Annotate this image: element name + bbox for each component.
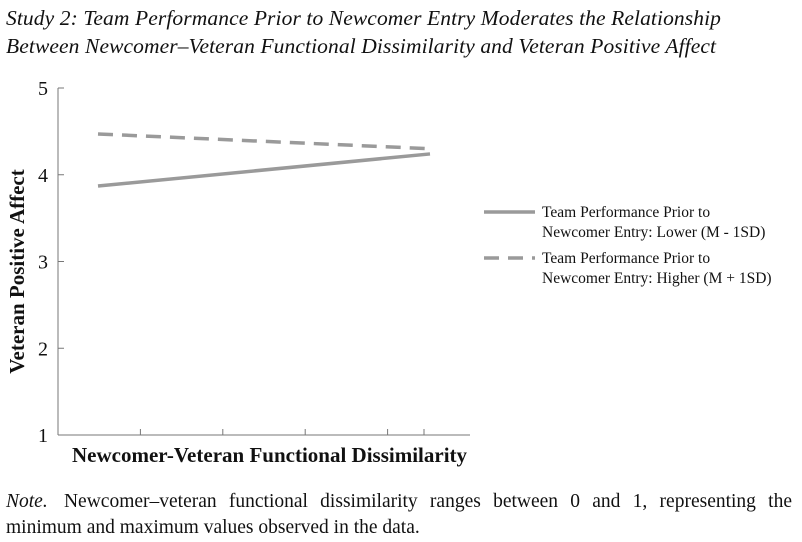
legend-label-higher-line-1: Team Performance Prior to (542, 250, 711, 267)
y-tick-label: 4 (38, 164, 48, 187)
y-tick-label: 3 (38, 251, 48, 274)
y-tick-label: 5 (38, 78, 48, 100)
note-text: Newcomer–veteran functional dissimilarity ranges between 0 and 1, representing the minimum and maximum values observed in the data. (6, 491, 793, 538)
x-axis-label: Newcomer-Veteran Functional Dissimilarity (72, 443, 468, 467)
y-tick-label: 1 (38, 425, 48, 447)
y-axis-label: Veteran Positive Affect (5, 169, 29, 374)
y-tick-label: 2 (38, 338, 48, 361)
legend-label-higher-line-2: Newcomer Entry: Higher (M + 1SD) (542, 270, 772, 287)
figure-note (6, 489, 792, 541)
note-label: Note. (6, 491, 48, 512)
series-line-higher (98, 134, 430, 149)
legend-label-lower-line-2: Newcomer Entry: Lower (M - 1SD) (542, 224, 766, 241)
legend-label-lower-line-1: Team Performance Prior to (542, 204, 711, 221)
series-line-lower (98, 154, 430, 186)
chart-title-line-1: Study 2: Team Performance Prior to Newcomer Entry Moderates the Relationship (6, 6, 722, 30)
chart-title-line-2: Between Newcomer–Veteran Functional Dissimilarity and Veteran Positive Affect (6, 34, 717, 58)
